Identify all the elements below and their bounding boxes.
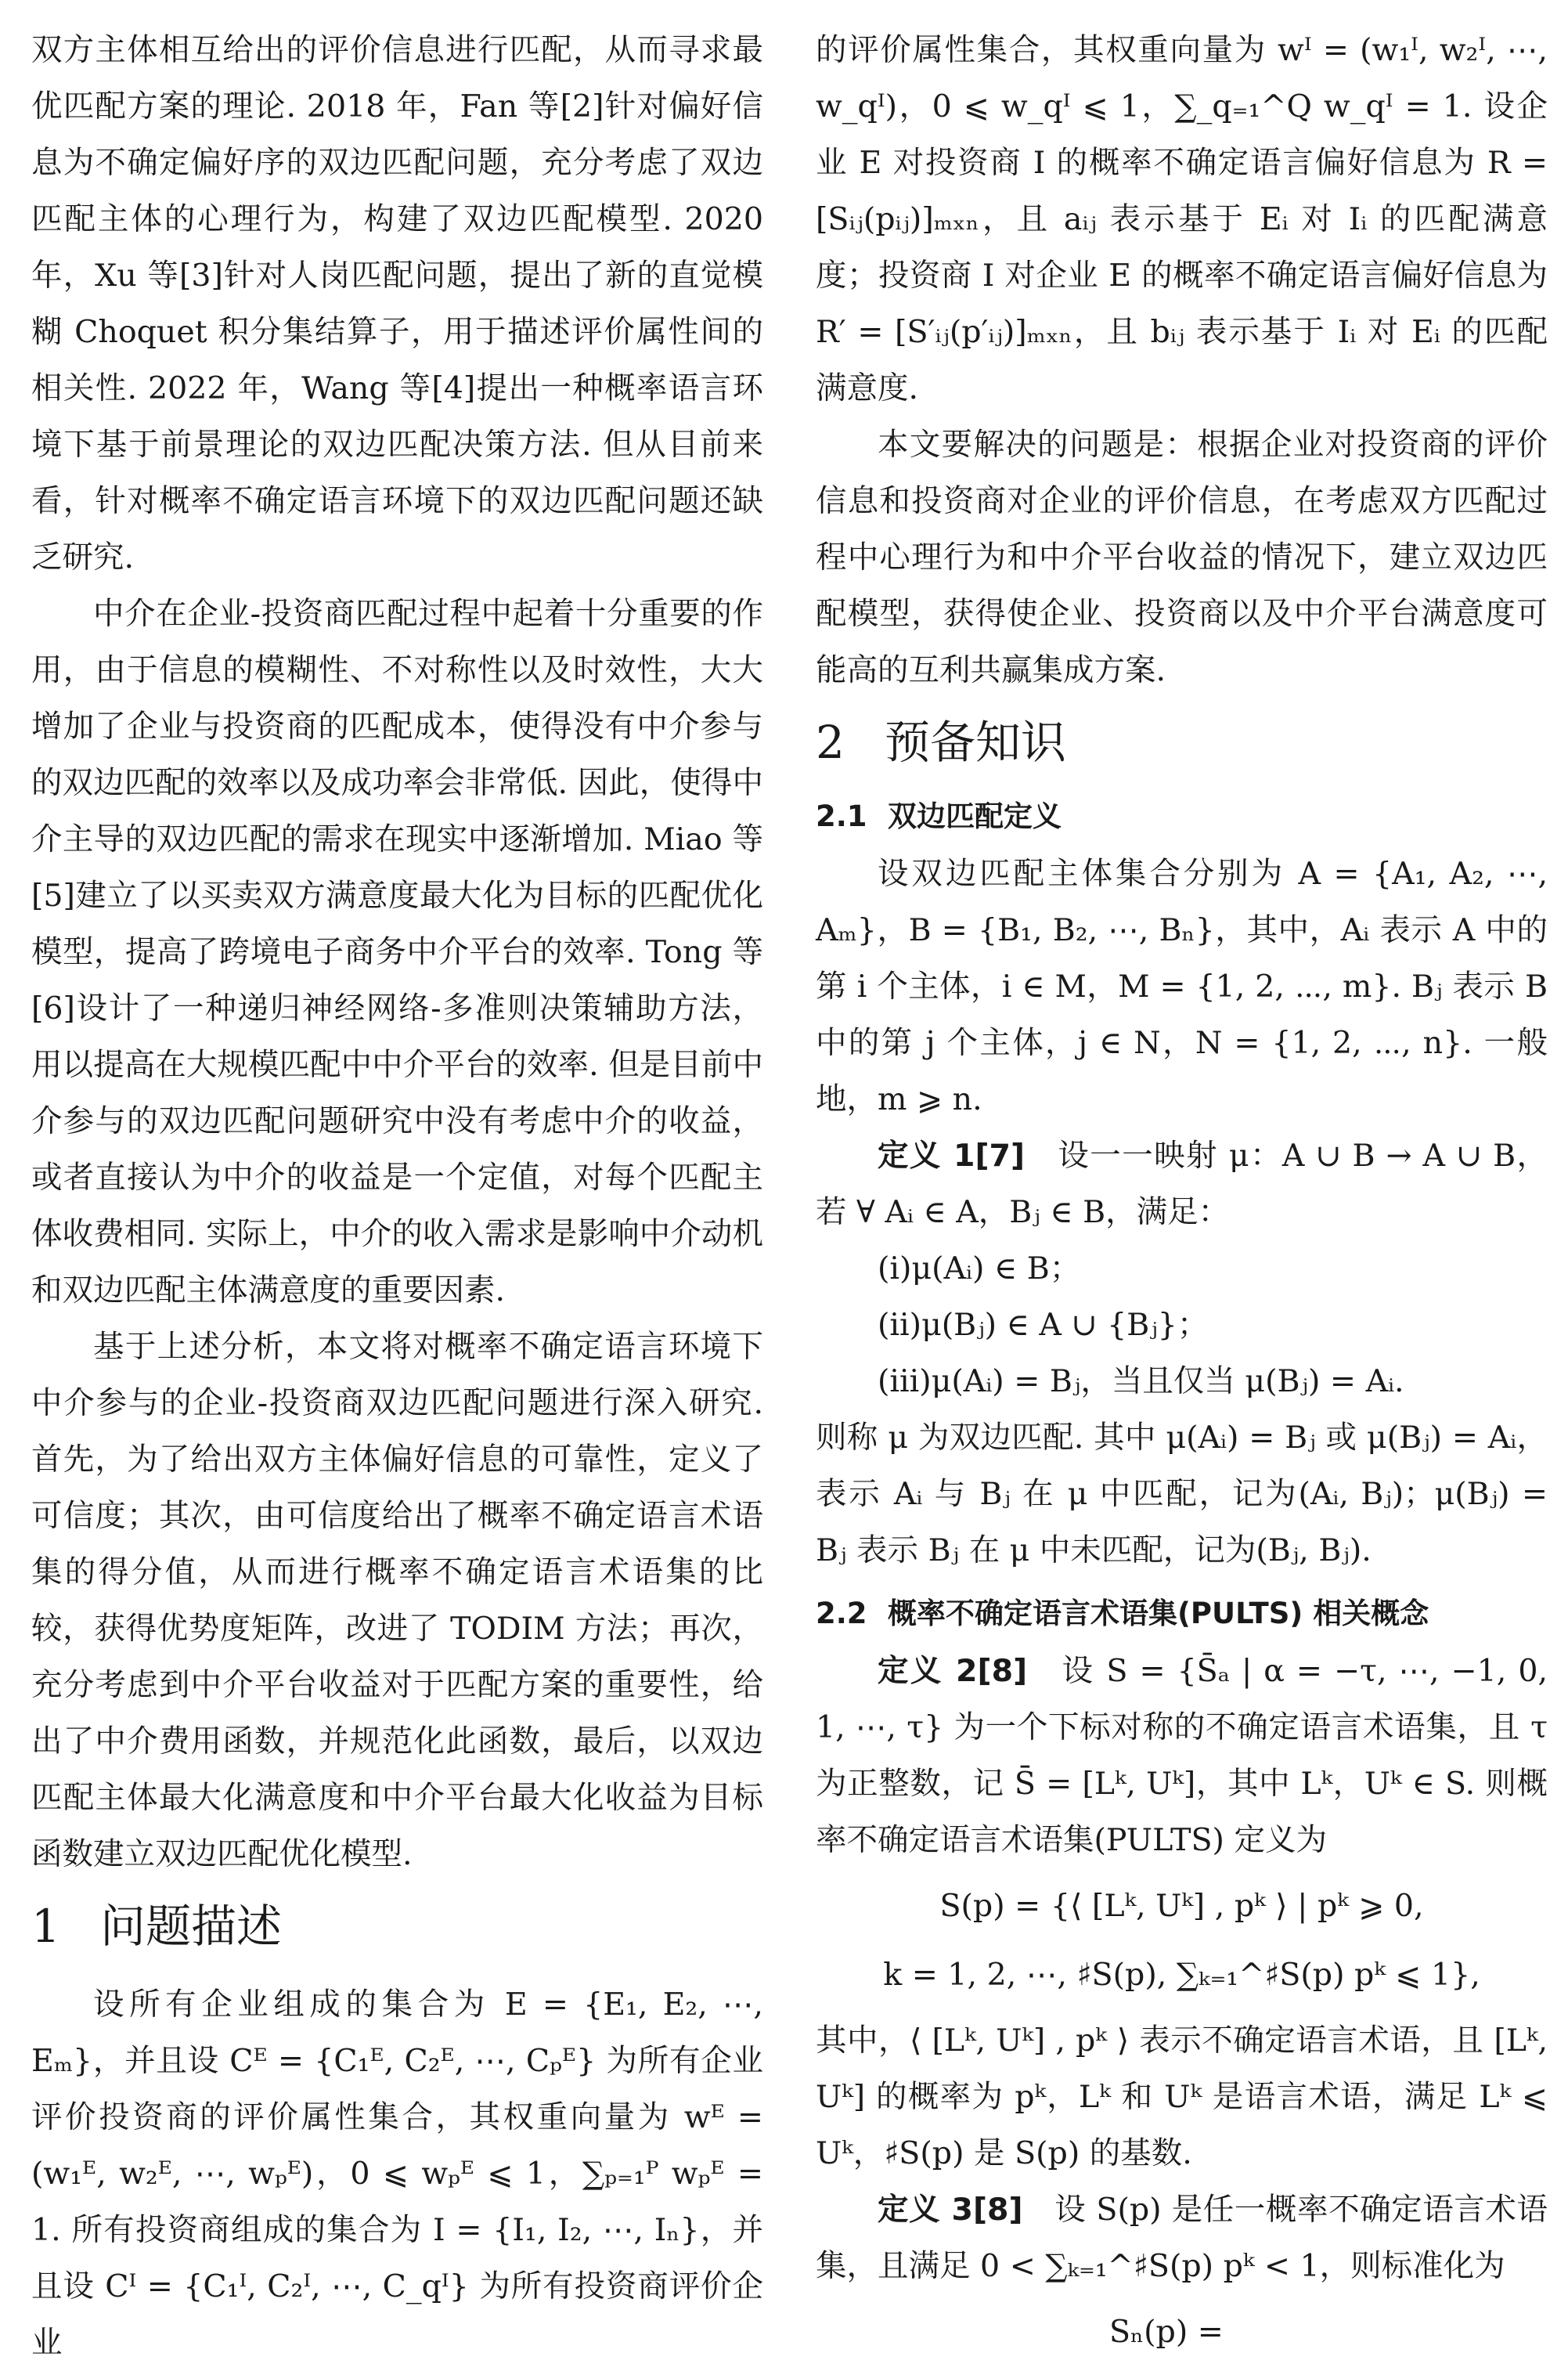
equation-normalization: Sₙ(p) = (1109, 2314, 1224, 2350)
left-column (31, 22, 763, 2371)
subsection-number: 2.1 (816, 799, 867, 833)
paragraph-matching-sets: 设双边匹配主体集合分别为 A = {A₁, A₂, ⋯, Aₘ}，B = {B₁, B₂, ⋯, Bₙ}，其中，Aᵢ 表示 A 中的第 i 个主体，i ∈ M，M = {1, 2, ⋯, m}. Bⱼ 表示 B 中的第 j 个主体，j ∈ N，N = {1, 2, ⋯, n}. 一般地，m ⩾ n. (816, 856, 1548, 1117)
section-title: 预备知识 (885, 716, 1067, 769)
paragraph-problem-description: 设所有企业组成的集合为 E = {E₁, E₂, ⋯, Eₘ}，并且设 Cᴱ = {C₁ᴱ, C₂ᴱ, ⋯, Cₚᴱ} 为所有企业评价投资商的评价属性集合，其权重向量为 wᴱ = (w₁ᴱ, w₂ᴱ, ⋯, wₚᴱ)，0 ⩽ wₚᴱ ⩽ 1，∑ₚ₌₁ᴾ wₚᴱ = 1. 所有投资商组成的集合为 I = {I₁, I₂, ⋯, Iₙ}，并且设 Cᴵ = {C₁ᴵ, C₂ᴵ, ⋯, C_qᴵ} 为所有投资商评价企业 (31, 1987, 763, 2361)
section-2-heading (816, 709, 1548, 775)
paragraph-intermediary: 中介在企业-投资商匹配过程中起着十分重要的作用，由于信息的模糊性、不对称性以及时效性，大大增加了企业与投资商的匹配成本，使得没有中介参与的双边匹配的效率以及成功率会非常低. 因此，使得中介主导的双边匹配的需求在现实中逐渐增加. Miao 等[5]建立了以买卖双方满意度最大化为目标的匹配优化模型，提高了跨境电子商务中介平台的效率. Tong 等[6]设计了一种递归神经网络-多准则决策辅助方法，用以提高在大规模匹配中中介平台的效率. 但是目前中介参与的双边匹配问题研究中没有考虑中介的收益，或者直接认为中介的收益是一个定值，对每个匹配主体收费相同. 实际上，中介的收入需求是影响中介动机和双边匹配主体满意度的重要因素. (31, 596, 763, 1308)
definition-label: 定义 3[8] (878, 2192, 1023, 2228)
equation-pults-line-1: S(p) = {⟨ [Lᵏ, Uᵏ] , pᵏ ⟩ | pᵏ ⩾ 0, (939, 1888, 1424, 1924)
equation-pults-line-2: k = 1, 2, ⋯, ♯S(p), ∑ₖ₌₁^♯S(p) pᵏ ⩽ 1}, (883, 1957, 1480, 1993)
paragraph-intro-tail: 双方主体相互给出的评价信息进行匹配，从而寻求最优匹配方案的理论. 2018 年，Fan 等[2]针对偏好信息为不确定偏好序的双边匹配问题，充分考虑了双边匹配主体的心理行为，构建了双边匹配模型. 2020 年，Xu 等[3]针对人岗匹配问题，提出了新的直觉模糊 Choquet 积分集结算子，用于描述评价属性间的相关性. 2022 年，Wang 等[4]提出一种概率语言环境下基于前景理论的双边匹配决策方法. 但从目前来看，针对概率不确定语言环境下的双边匹配问题还缺乏研究. (31, 32, 763, 576)
definition-3 (816, 2182, 1548, 2294)
right-column (816, 22, 1548, 2369)
definition-text: 设一一映射 μ：A ∪ B → A ∪ B，若 ∀ Aᵢ ∈ A，Bⱼ ∈ B，满足： (816, 1138, 1548, 1230)
subsection-2-1-heading (816, 792, 1548, 841)
paragraph-problem-continued: 的评价属性集合，其权重向量为 wᴵ = (w₁ᴵ, w₂ᴵ, ⋯, w_qᴵ)，0 ⩽ w_qᴵ ⩽ 1，∑_q₌₁^Q w_qᴵ = 1. 设企业 E 对投资商 I 的概率不确定语言偏好信息为 R = [Sᵢⱼ(pᵢⱼ)]ₘₓₙ，且 aᵢⱼ 表示基于 Eᵢ 对 Iᵢ 的匹配满意度；投资商 I 对企业 E 的概率不确定语言偏好信息为 R′ = [S′ᵢⱼ(p′ᵢⱼ)]ₘₓₙ，且 bᵢⱼ 表示基于 Iᵢ 对 Eᵢ 的匹配满意度. (816, 32, 1548, 406)
paragraph-summary: 基于上述分析，本文将对概率不确定语言环境下中介参与的企业-投资商双边匹配问题进行深入研究. 首先，为了给出双方主体偏好信息的可靠性，定义了可信度；其次，由可信度给出了概率不确定语言术语集的得分值，从而进行概率不确定语言术语集的比较，获得优势度矩阵，改进了 TODIM 方法；再次，充分考虑到中介平台收益对于匹配方案的重要性，给出了中介费用函数，并规范化此函数，最后，以双边匹配主体最大化满意度和中介平台最大化收益为目标函数建立双边匹配优化模型. (31, 1329, 763, 1872)
paragraph-definition-2-tail: 其中，⟨ [Lᵏ, Uᵏ] , pᵏ ⟩ 表示不确定语言术语，且 [Lᵏ, Uᵏ] 的概率为 pᵏ，Lᵏ 和 Uᵏ 是语言术语，满足 Lᵏ ⩽ Uᵏ，♯S(p) 是 S(p) 的基数. (816, 2023, 1548, 2171)
paragraph-definition-1-tail: 则称 μ 为双边匹配. 其中 μ(Aᵢ) = Bⱼ 或 μ(Bⱼ) = Aᵢ，表示 Aᵢ 与 Bⱼ 在 μ 中匹配，记为(Aᵢ, Bⱼ)；μ(Bⱼ) = Bⱼ 表示 Bⱼ 在 μ 中未匹配，记为(Bⱼ, Bⱼ). (816, 1420, 1548, 1568)
definition-2 (816, 1643, 1548, 1868)
section-1-heading (31, 1893, 763, 1959)
paragraph-goal: 本文要解决的问题是：根据企业对投资商的评价信息和投资商对企业的评价信息，在考虑双方匹配过程中心理行为和中介平台收益的情况下，建立双边匹配模型，获得使企业、投资商以及中介平台满意度可能高的互利共赢集成方案. (816, 427, 1548, 688)
section-title: 问题描述 (100, 1900, 283, 1953)
definition-label: 定义 1[7] (878, 1138, 1026, 1174)
condition-i: (i)μ(Aᵢ) ∈ B； (878, 1250, 1081, 1287)
subsection-2-2-heading (816, 1590, 1548, 1638)
definition-1 (816, 1128, 1548, 1240)
section-number: 1 (31, 1900, 60, 1953)
condition-iii: (iii)μ(Aᵢ) = Bⱼ，当且仅当 μ(Bⱼ) = Aᵢ. (878, 1363, 1404, 1399)
definition-text: 设 S = {S̄ₐ | α = −τ, ⋯, −1, 0, 1, ⋯, τ} 为一个下标对称的不确定语言术语集，且 τ 为正整数，记 S̄ = [Lᵏ, Uᵏ]，其中 Lᵏ，Uᵏ ∈ S. 则概率不确定语言术语集(PULTS) 定义为 (816, 1653, 1548, 1858)
section-number: 2 (816, 716, 845, 769)
subsection-title: 概率不确定语言术语集(PULTS) 相关概念 (888, 1597, 1429, 1630)
definition-text: 设 S(p) 是任一概率不确定语言术语集，且满足 0 < ∑ₖ₌₁^♯S(p) pᵏ < 1，则标准化为 (816, 2192, 1548, 2284)
subsection-title: 双边匹配定义 (888, 799, 1062, 833)
definition-label: 定义 2[8] (878, 1653, 1028, 1689)
condition-ii: (ii)μ(Bⱼ) ∈ A ∪ {Bⱼ}； (878, 1307, 1209, 1343)
subsection-number: 2.2 (816, 1597, 867, 1630)
